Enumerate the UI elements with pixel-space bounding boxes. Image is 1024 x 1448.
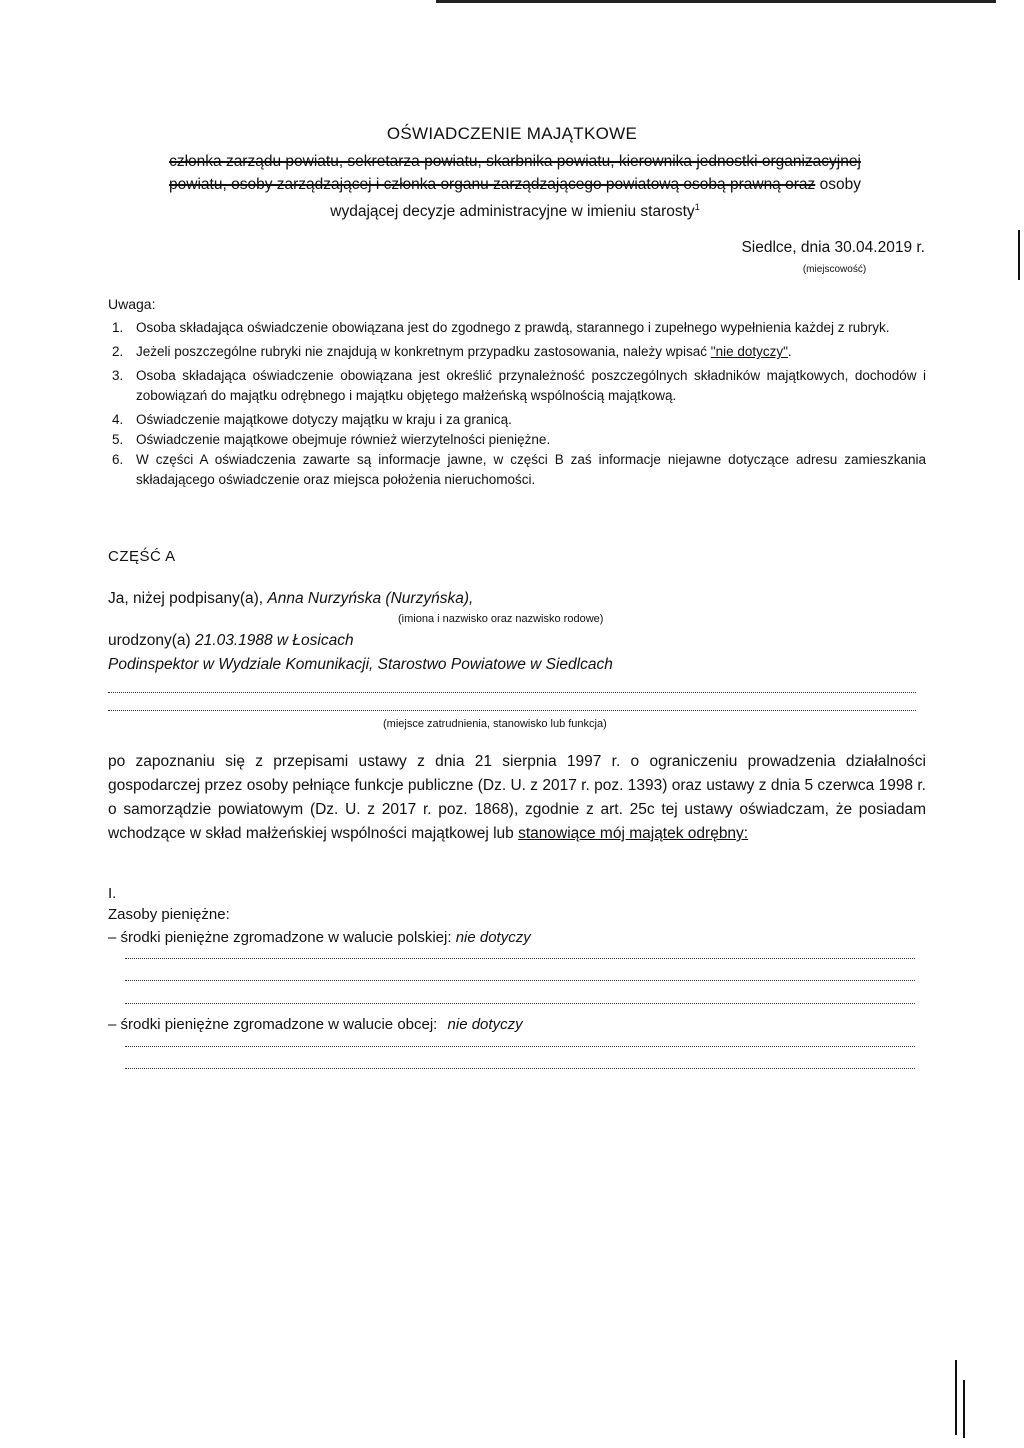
note-number: 2. [112, 344, 124, 359]
name-caption: (imiona i nazwisko oraz nazwisko rodowe) [398, 613, 604, 625]
pln-value: nie dotyczy [455, 929, 531, 946]
part-a-heading: CZĘŚĆ A [108, 548, 176, 565]
note-text-tail: . [787, 344, 792, 359]
declaration-text: po zapoznaniu się z przepisami ustawy z dnia 21 sierpnia 1997 r. o ograniczeniu prowadzenia działalności gospodarczej przez osoby pełniące funkcje publiczne (Dz. U. z 2017 r. poz. 1393) oraz ustawy z dnia 5 czerwca 1998 r. o samorządzie powiatowym (Dz. U. z 2017 r. poz. 1868), zgodnie z art. 25c tej ustawy oświadczam, że posiadam wchodzące w skład małżeńskiej wspólności majątkowej lub [108, 753, 926, 842]
declaration-underlined: stanowiące mój majątek odrębny: [518, 825, 749, 842]
notes-label: Uwaga: [108, 296, 156, 312]
foreign-label: – środki pieniężne zgromadzone w walucie obcej: [108, 1016, 438, 1033]
declarant-name: Anna Nurzyńska (Nurzyńska), [267, 590, 474, 607]
struck-subtitle-line-1: członka zarządu powiatu, sekretarza powiatu, skarbnika powiatu, kierownika jednostki organizacyjnej [169, 153, 861, 170]
dotted-line [125, 958, 915, 959]
struck-subtitle-line-2: powiatu, osoby zarządzającej i członka organu zarządzającego powiatową osobą prawną oraz [169, 176, 816, 193]
note-item [108, 318, 926, 338]
birth-line [108, 632, 354, 650]
note-number: 3. [112, 368, 124, 383]
note-text: Oświadczenie majątkowe dotyczy majątku w kraju i za granicą. [136, 412, 512, 427]
note-text: Osoba składająca oświadczenie obowiązana jest do zgodnego z prawdą, starannego i zupełnego wypełnienia każdej z rubryk. [136, 320, 890, 335]
scan-mark [1018, 230, 1020, 280]
subtitle-line-3: wydającej decyzje administracyjne w imieniu starosty [330, 203, 695, 221]
scan-mark [963, 1380, 965, 1438]
dotted-line [125, 980, 915, 981]
note-item [108, 342, 926, 362]
place-date: Siedlce, dnia 30.04.2019 r. [741, 239, 925, 256]
subtitle-tail: osoby [819, 176, 861, 193]
note-number: 1. [112, 320, 124, 335]
section-number: I. [108, 885, 117, 902]
dotted-line [125, 1046, 915, 1047]
note-number: 5. [112, 432, 124, 447]
declaration-paragraph [108, 750, 926, 846]
position-caption: (miejsce zatrudnienia, stanowisko lub funkcja) [383, 718, 607, 730]
note-item [108, 430, 926, 450]
intro-text: Ja, niżej podpisany(a), [108, 590, 264, 607]
dotted-line [125, 1068, 915, 1069]
note-text: W części A oświadczenia zawarte są informacje jawne, w części B zaś informacje niejawne dotyczące adresu zamieszkania składającego oświadczenie oraz miejsca położenia nieruchomości. [136, 452, 926, 487]
dotted-line [125, 1003, 915, 1004]
note-item [108, 410, 926, 430]
section-heading: Zasoby pieniężne: [108, 906, 230, 923]
position-value: Podinspektor w Wydziale Komunikacji, Starostwo Powiatowe w Siedlcach [108, 656, 613, 673]
place-caption: (miejscowość) [802, 264, 867, 275]
document-subtitle [90, 150, 940, 223]
note-underlined-text: "nie dotyczy" [710, 344, 788, 359]
document-title: OŚWIADCZENIE MAJĄTKOWE [386, 124, 638, 143]
dotted-line [108, 710, 916, 711]
born-value: 21.03.1988 w Łosicach [195, 632, 354, 649]
note-number: 6. [112, 452, 124, 467]
pln-label: – środki pieniężne zgromadzone w walucie polskiej: [108, 929, 452, 946]
declarant-line [108, 590, 473, 608]
born-label: urodzony(a) [108, 632, 191, 649]
note-item [108, 366, 926, 406]
foreign-value: nie dotyczy [447, 1016, 523, 1033]
notes-list [108, 318, 926, 494]
scan-mark [955, 1360, 957, 1435]
pln-line [108, 929, 531, 946]
dotted-line [108, 692, 916, 693]
note-number: 4. [112, 412, 124, 427]
note-text: Jeżeli poszczególne rubryki nie znajdują w konkretnym przypadku zastosowania, należy wpisać [136, 344, 711, 359]
note-text: Oświadczenie majątkowe obejmuje również wierzytelności pieniężne. [136, 432, 551, 447]
foreign-line [108, 1016, 523, 1033]
note-text: Osoba składająca oświadczenie obowiązana jest określić przynależność poszczególnych składników majątkowych, dochodów i zobowiązań do majątku odrębnego i majątku objętego małżeńską wspólnością majątkową. [136, 368, 926, 403]
note-item [108, 450, 926, 490]
footnote-mark: 1 [694, 202, 700, 212]
